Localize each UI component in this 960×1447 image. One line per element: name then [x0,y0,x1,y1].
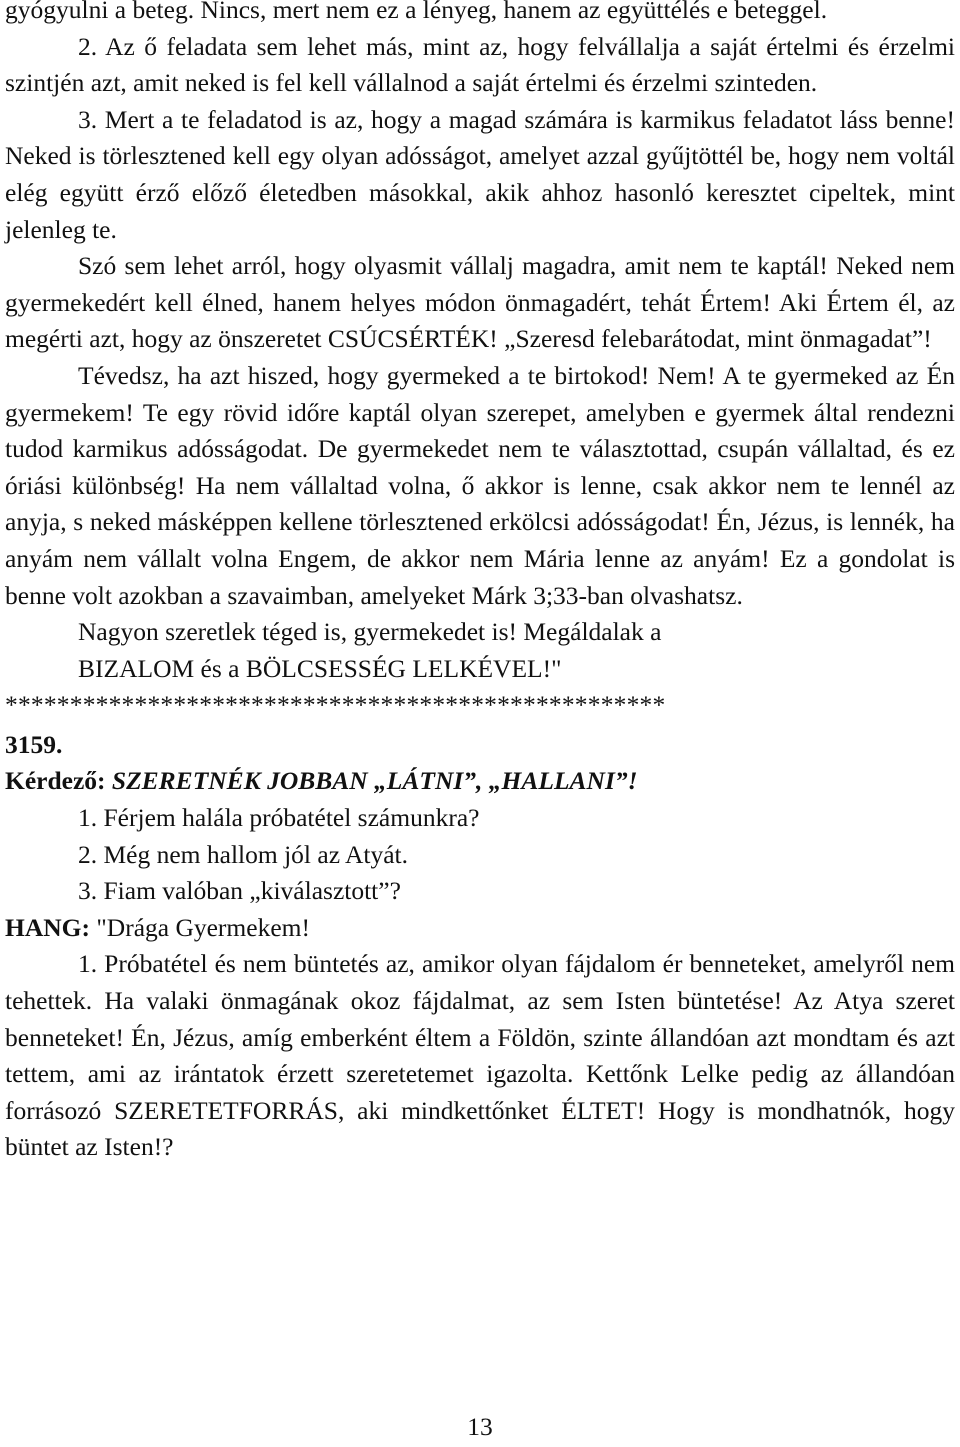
question-item: 1. Férjem halála próbatétel számunkra? [78,803,480,833]
paragraph-item-3: 3. Mert a te feladatod is az, hogy a magad számára is karmikus feladatot láss benne! Neked is törlesztened kell egy olyan adósságot, amelyet azzal gyűjtöttél be, hogy nem voltál elég együtt érző előző életedben másokkal, akik ahhoz hasonló keresztet cipeltek, mint jelenleg te. [5,104,955,244]
paragraph: Szó sem lehet arról, hogy olyasmit vállalj magadra, amit nem te kaptál! Neked nem gyermekedért kell élned, hanem helyes módon önmagadért, tehát Értem! Aki Értem él, az megérti azt, hogy az önszeretet CSÚCSÉRTÉK! „Szeresd felebarátodat, mint önmagadat”! [5,251,955,354]
questioner-label: Kérdező: [5,766,106,796]
answer-greeting: "Drága Gyermekem! [96,912,310,942]
blessing-line: BIZALOM és a BÖLCSESSÉG LELKÉVEL!" [78,653,562,683]
paragraph: Tévedsz, ha azt hiszed, hogy gyermeked a te birtokod! Nem! A te gyermeked az Én gyermekem! Te egy rövid időre kaptál olyan szerepet, amelyben e gyermek által rendezni tudod karmikus adósságodat. De gyermekedet nem te választottad, csupán vállaltad, és ez óriási különbség! Ha nem vállaltad volna, ő akkor is lenne, csak akkor nem te lennél az anyja, s neked másképpen kellene törlesztened erkölcsi adósságodat! Én, Jézus, is lennék, ha anyám nem vállalt volna Engem, de akkor nem Mária lenne az anyám! Ez a gondolat is benne volt azokban a szavaimban, amelyeket Márk 3;33-ban olvashatsz. [5,360,955,610]
document-page [5,0,955,1166]
question-title: SZERETNÉK JOBBAN „LÁTNI”, „HALLANI”! [111,766,638,796]
question-item: 3. Fiam valóban „kiválasztott”? [78,876,401,906]
answer-heading [5,910,955,947]
paragraph: gyógyulni a beteg. Nincs, mert nem ez a lényeg, hanem az együttélés e beteggel. [5,0,828,24]
separator-line: *************************************************** [5,690,666,720]
voice-label: HANG: [5,912,90,942]
question-heading [5,763,955,800]
question-item: 2. Még nem hallom jól az Atyát. [78,839,409,869]
blessing-line: Nagyon szeretlek téged is, gyermekedet is! Megáldalak a [78,617,662,647]
answer-paragraph: 1. Próbatétel és nem büntetés az, amikor olyan fájdalom ér benneteket, amelyről nem tehettek. Ha valaki önmagának okoz fájdalmat, az sem Isten büntetése! Az Atya szeret benneteket! Én, Jézus, amíg emberként éltem a Földön, szinte állandóan azt mondtam és azt tettem, ami az irántatok érzett szeretetemet igazolta. Kettőnk Lelke pedig az állandóan forrásozó SZERETETFORRÁS, aki mindkettőnket ÉLTET! Hogy is mondhatnók, hogy büntet az Isten!? [5,949,955,1162]
page-number: 13 [467,1412,493,1441]
paragraph-item-2: 2. Az ő feladata sem lehet más, mint az, hogy felvállalja a saját értelmi és érzelmi szintjén azt, amit neked is fel kell vállalnod a saját értelmi és érzelmi szinteden. [5,31,955,98]
entry-number: 3159. [5,729,63,759]
